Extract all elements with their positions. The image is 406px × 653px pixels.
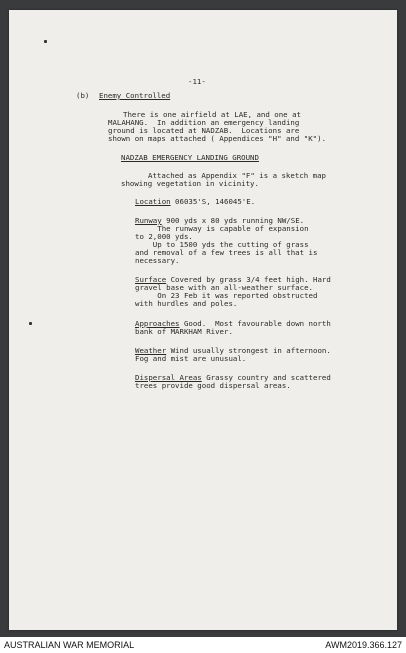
approaches-line: bank of MARKHAM River.: [135, 327, 233, 336]
intro-line: MALAHANG. In addition an emergency landing: [108, 118, 300, 127]
dispersal-line: trees provide good dispersal areas.: [135, 381, 291, 390]
punch-hole-mark: [44, 40, 47, 43]
runway-line: necessary.: [135, 256, 180, 265]
intro-line: shown on maps attached ( Appendices "H" and "K").: [108, 134, 327, 143]
section-marker: (b): [76, 91, 90, 100]
subheading: NADZAB EMERGENCY LANDING GROUND: [121, 153, 259, 162]
surface-line: with hurdles and poles.: [135, 299, 238, 308]
runway-line: and removal of a few trees is all that is: [135, 248, 318, 257]
intro-line: There is one airfield at LAE, and one at: [123, 110, 301, 119]
location-label: Location: [135, 197, 171, 206]
runway-text: 900 yds x 80 yds running NW/SE.: [161, 216, 305, 225]
attached-line: Attached as Appendix "F" is a sketch map: [148, 171, 326, 180]
dispersal-text: Grassy country and scattered: [201, 373, 331, 382]
page-number: -11-: [188, 77, 206, 86]
punch-hole-mark: [29, 322, 32, 325]
runway-line: The runway is capable of expansion: [135, 224, 309, 233]
footer-bar: [0, 637, 406, 653]
surface-line: On 23 Feb it was reported obstructed: [135, 291, 318, 300]
surface-line: gravel base with an all-weather surface.: [135, 283, 313, 292]
approaches-text: Good. Most favourable down north: [179, 319, 331, 328]
runway-line: to 2,000 yds.: [135, 232, 193, 241]
dispersal-label: Dispersal Areas: [135, 373, 202, 382]
section-heading: Enemy Controlled: [99, 91, 171, 100]
approaches-label: Approaches: [135, 319, 180, 328]
weather-line: Fog and mist are unusual.: [135, 354, 247, 363]
attached-line: showing vegetation in vicinity.: [121, 179, 259, 188]
location-entry: [135, 197, 255, 206]
intro-line: ground is located at NADZAB. Locations are: [108, 126, 300, 135]
weather-label: Weather: [135, 346, 167, 355]
footer-institution: AUSTRALIAN WAR MEMORIAL: [4, 640, 135, 650]
location-text: 06035'S, 146045'E.: [170, 197, 256, 206]
runway-line: Up to 1500 yds the cutting of grass: [135, 240, 309, 249]
document-page: [9, 10, 397, 630]
footer-accession-number: AWM2019.366.127: [325, 640, 402, 650]
surface-text: Covered by grass 3/4 feet high. Hard: [166, 275, 331, 284]
surface-label: Surface: [135, 275, 167, 284]
weather-text: Wind usually strongest in afternoon.: [166, 346, 331, 355]
runway-label: Runway: [135, 216, 162, 225]
